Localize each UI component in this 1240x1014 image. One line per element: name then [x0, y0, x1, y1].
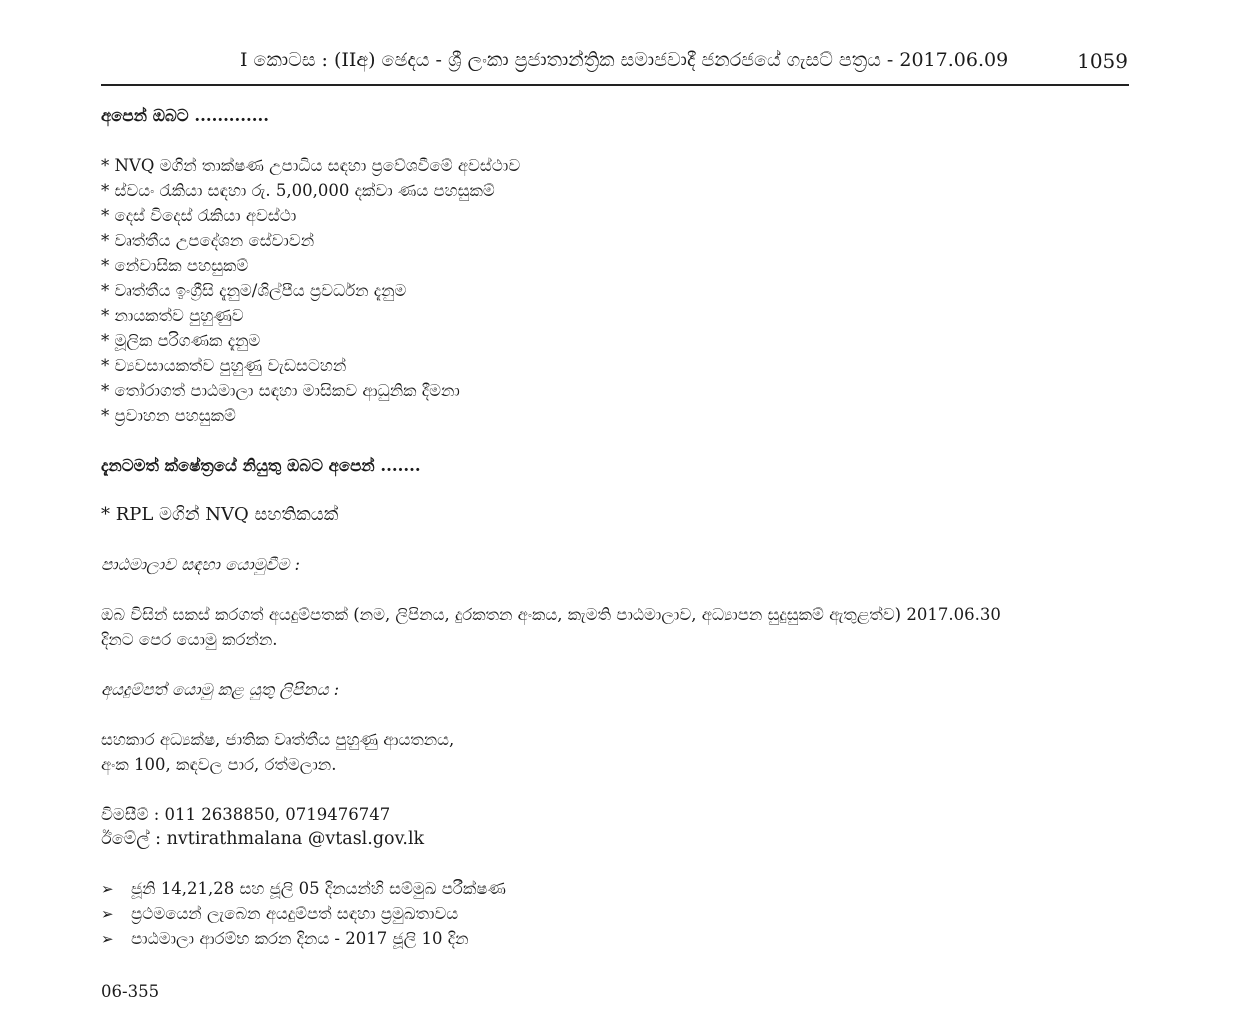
note-item: [101, 929, 468, 949]
benefit-item: * තෝරාගත් පාඨමාලා සඳහා මාසිකව ආධුනික දීමනා: [101, 381, 460, 400]
note-text: පාඨමාලා ආරම්භ කරන දිනය - 2017 ජූලි 10 දින: [131, 929, 469, 948]
benefit-item: * නායකත්ව පුහුණුව: [101, 306, 244, 325]
benefit-item: * ව්‍යවසායකත්ව පුහුණු වැඩසටහන්: [101, 356, 347, 375]
address-line2: අංක 100, කඳවල පාර, රත්මලාන.: [101, 755, 337, 774]
note-item: [101, 904, 458, 924]
note-text: ප්‍රථමයෙන් ලැබෙන අයදුම්පත් සඳහා ප්‍රමුඛතාවය: [131, 904, 459, 923]
benefit-item: * දෙස් විදෙස් රැකියා අවස්ථා: [101, 206, 297, 225]
note-text: ජූනි 14,21,28 සහ ජූලි 05 දිනයන්හි සම්මුඛ පරීක්ෂණ: [131, 879, 506, 898]
address-line1: සහකාර අධ්‍යක්ෂ, ජාතික වෘත්තීය පුහුණු ආයතනය,: [101, 730, 455, 749]
contact-email: ඊමේල් : nvtirathmalana @vtasl.gov.lk: [101, 829, 425, 849]
benefit-item: * වෘත්තීය ඉංග්‍රීසි දැනුම/ශිල්පීය ප්‍රවර්ධන දැනුම: [101, 281, 407, 300]
benefit-item: * මූලික පරිගණක දැනුම: [101, 331, 261, 350]
benefit-item: * NVQ මගින් තාක්ෂණ උපාධිය සඳහා ප්‍රවේශවීමේ අවස්ථාව: [101, 156, 521, 175]
arrow-bullet-icon: ➢: [101, 880, 114, 898]
note-item: [101, 879, 506, 899]
arrow-bullet-icon: ➢: [101, 905, 114, 923]
field-heading: දැනටමත් ක්ෂේත්‍රයේ නියුතු ඔබට අපෙන් .......: [101, 456, 421, 475]
benefit-item: * ප්‍රවාහන පහසුකම්: [101, 406, 236, 425]
benefit-item: * ස්වයං රැකියා සඳහා රු. 5,00,000 දක්වා ණය පහසුකම්: [101, 181, 495, 200]
rpl-line: * RPL මගින් NVQ සහතිකයක්: [101, 504, 339, 525]
address-heading: අයදුම්පත් යොමු කළ යුතු ලිපිනය :: [101, 680, 340, 699]
apply-heading: පාඨමාලාව සඳහා යොමුවීම :: [101, 555, 301, 574]
contact-phone: විමසීම් : 011 2638850, 0719476747: [101, 805, 391, 824]
apply-text-line2: දිනට පෙර යොමු කරන්න.: [101, 630, 278, 649]
page-number: 1059: [1077, 49, 1128, 73]
apply-text-line1: ඔබ විසින් සකස් කරගත් අයදුම්පතක් (නම, ලිපිනය, දුරකතන අංකය, කැමති පාඨමාලාව, අධ්‍යාපන සුදුසුකම් ඇතුළත්ව) 2017.06.30: [101, 605, 1001, 624]
arrow-bullet-icon: ➢: [101, 930, 114, 948]
footer-code: 06-355: [101, 982, 160, 1001]
header-title: I කොටස : (IIඅ) ඡෙදය - ශ්‍රී ලංකා ප්‍රජාතාන්ත්‍රික සමාජවාදී ජනරජයේ ගැසට් පත්‍රය - 2017.06.09: [240, 49, 1009, 71]
intro-heading: අපෙන් ඔබට .............: [101, 106, 270, 125]
benefit-item: * නේවාසික පහසුකම්: [101, 256, 249, 275]
benefit-item: * වෘත්තීය උපදේශන සේවාවන්: [101, 231, 315, 250]
header-rule: [101, 84, 1129, 86]
